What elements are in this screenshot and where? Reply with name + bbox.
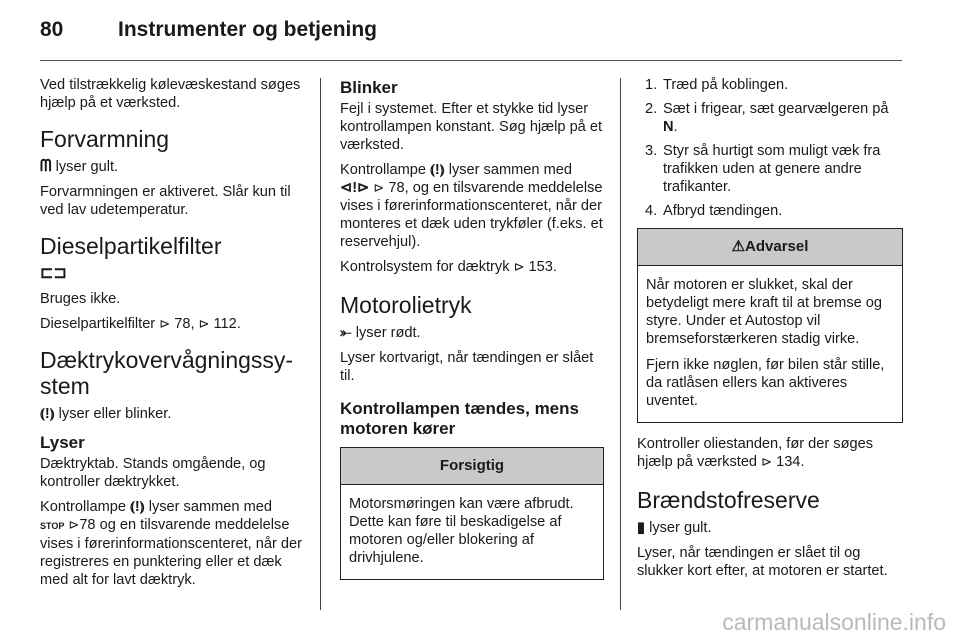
oil-can-icon: ⤜ xyxy=(340,325,352,341)
header-divider xyxy=(40,60,902,61)
glow-plug-icon: ᗰ xyxy=(40,158,52,175)
fuel-text: Lyser, når tændingen er slået til og slukker kort efter, at motoren er startet. xyxy=(637,545,888,579)
caution-box xyxy=(340,447,604,580)
forvarmning-text: Forvarmningen er aktiveret. Slår kun til ved lav udetemperatur. xyxy=(40,184,291,218)
particle-filter-icon: ⊏⊐ xyxy=(40,265,67,282)
watermark: carmanualsonline.info xyxy=(722,609,946,635)
column-divider xyxy=(320,78,321,610)
fuel-pump-icon: ▮ xyxy=(637,520,646,536)
diesel-text2: Dieselpartikelfilter ⊳ 78, ⊳ 112. xyxy=(40,316,241,332)
warning-title: ⚠Advarsel xyxy=(638,229,902,266)
steps-list xyxy=(637,76,903,220)
blinker-text1: Fejl i systemet. Efter et stykke tid lyser kontrollampen konstant. Søg hjælp på et værksted. xyxy=(340,101,603,153)
heading-lyser: Lyser xyxy=(40,433,85,452)
list-item: 4. Afbryd tændingen. xyxy=(645,203,783,219)
intro-text: Ved tilstrækkelig kølevæskestand søges hjælp på et værksted. xyxy=(40,77,301,111)
diesel-icon-line xyxy=(40,265,302,283)
column-1 xyxy=(40,76,302,596)
heading-running: Kontrollampen tændes, mens motoren kører xyxy=(340,399,579,438)
reference-arrow-icon: ⊳ xyxy=(761,454,773,469)
tpms-status: ⦅!⦆ lyser eller blinker. xyxy=(40,406,172,422)
caution-body: Motorsmøringen kan være afbrudt. Dette kan føre til beskadigelse af motoren og/eller blokering af drivhjulene. xyxy=(349,496,574,566)
list-item: 2. Sæt i frigear, sæt gearvælgeren på N. xyxy=(645,101,889,135)
tire-pressure-icon: ⦅!⦆ xyxy=(130,499,145,515)
reference-arrow-icon: ⊳ xyxy=(68,517,80,532)
oil-text: Lyser kortvarigt, når tændingen er slået til. xyxy=(340,350,594,384)
blinker-text2: Kontrollampe ⦅!⦆ lyser sammen med ⊲!⊳ ⊳ 78, og en tilsvarende meddelelse vises i førerinformationscenteret, når der monteres et dæk uden trykføler (f.eks. et reservehjul). xyxy=(340,162,603,250)
page-ref-link[interactable]: 78 xyxy=(174,316,191,332)
heading-fuel: Brændstofreserve xyxy=(637,487,820,513)
fuel-status: ▮ lyser gult. xyxy=(637,520,712,536)
page-number: 80 xyxy=(40,18,64,41)
heading-tpms: Dæktrykovervågningssystem xyxy=(40,347,294,399)
heading-forvarmning: Forvarmning xyxy=(40,126,170,152)
page-ref-link[interactable]: 78 xyxy=(79,517,96,533)
oil-status: ⤜ lyser rødt. xyxy=(340,325,421,341)
list-item: 3. Styr så hurtigt som muligt væk fra trafikken uden at genere andre trafikanter. xyxy=(645,143,881,195)
column-divider xyxy=(620,78,621,610)
page-ref-link[interactable]: 78 xyxy=(388,180,405,196)
heading-diesel: Dieselpartikelfilter xyxy=(40,233,222,259)
reference-arrow-icon: ⊳ xyxy=(198,316,210,331)
heading-blinker: Blinker xyxy=(340,78,398,97)
warning-p1: Når motoren er slukket, skal der betydeligt mere kraft til at bremse og styre. Under et Autostop vil bremseforstærkeren stadig virke. xyxy=(646,277,883,347)
reference-arrow-icon: ⊳ xyxy=(159,316,171,331)
forvarmning-status: ᗰ lyser gult. xyxy=(40,158,119,175)
warning-p2: Fjern ikke nøglen, før bilen står stille, da ratlåsen ellers kan aktiveres uventet. xyxy=(646,357,885,409)
tire-pressure-icon: ⦅!⦆ xyxy=(430,162,445,178)
caution-title: Forsigtig xyxy=(341,448,603,485)
list-item: 1. Træd på koblingen. xyxy=(645,77,789,93)
page-ref-link[interactable]: 134 xyxy=(776,454,801,470)
diesel-text1: Bruges ikke. xyxy=(40,291,121,307)
warning-triangle-icon: ⚠ xyxy=(731,238,746,255)
oil-check-text: Kontroller oliestanden, før der søges hjælp på værksted ⊳ 134. xyxy=(637,436,874,470)
warning-box xyxy=(637,228,903,423)
car-warning-icon: ⊲!⊳ xyxy=(340,180,370,196)
tire-pressure-icon: ⦅!⦆ xyxy=(40,406,55,422)
column-3 xyxy=(637,76,903,587)
page-title: Instrumenter og betjening xyxy=(118,18,378,41)
stop-icon: STOP xyxy=(40,521,65,531)
reference-arrow-icon: ⊳ xyxy=(373,180,385,195)
lyser-text2: Kontrollampe ⦅!⦆ lyser sammen med STOP ⊳78 og en tilsvarende meddelelse vises i førerinformationscenteret, når der registreres en punktering eller et dæk med alt for lavt dæktryk. xyxy=(40,499,302,588)
blinker-text3: Kontrolsystem for dæktryk ⊳ 153. xyxy=(340,259,557,275)
column-2 xyxy=(340,76,604,592)
lyser-text1: Dæktryktab. Stands omgående, og kontroller dæktrykket. xyxy=(40,456,266,490)
page-ref-link[interactable]: 112 xyxy=(213,316,237,332)
reference-arrow-icon: ⊳ xyxy=(513,259,525,274)
heading-oil: Motorolietryk xyxy=(340,292,472,318)
page-ref-link[interactable]: 153 xyxy=(528,259,553,275)
